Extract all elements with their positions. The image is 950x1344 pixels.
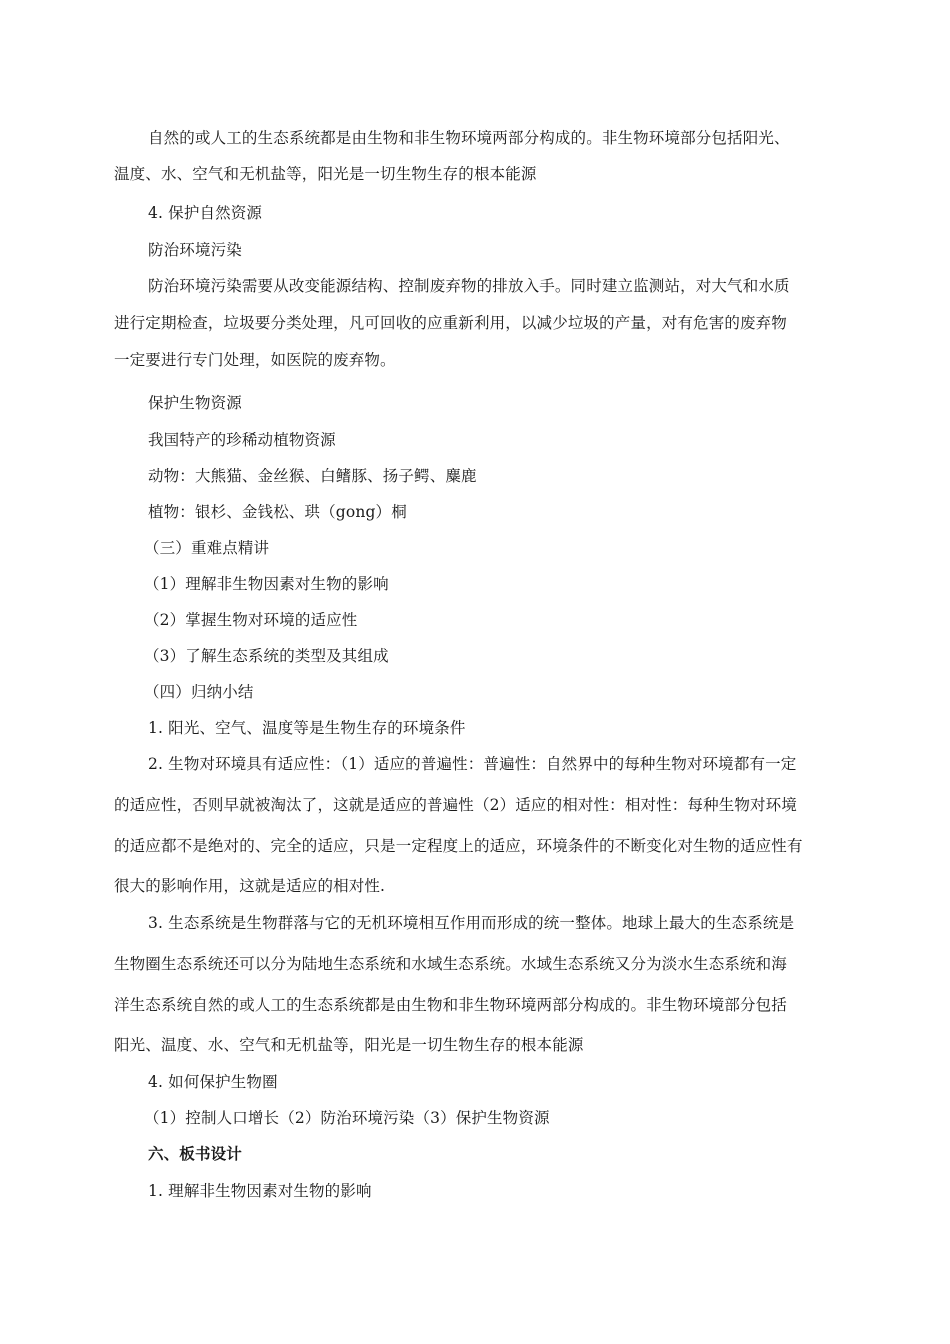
- list-item: 4. 如何保护生物圈: [148, 1073, 278, 1091]
- list-item: （1）控制人口增长（2）防治环境污染（3）保护生物资源: [144, 1109, 550, 1127]
- subheading: 防治环境污染: [148, 241, 242, 259]
- list-item: （3）了解生态系统的类型及其组成: [144, 647, 389, 665]
- paragraph-line: 很大的影响作用，这就是适应的相对性.: [114, 877, 386, 895]
- section-heading: 4. 保护自然资源: [148, 204, 263, 222]
- list-item: （1）理解非生物因素对生物的影响: [144, 575, 389, 593]
- paragraph-line: 生物圈生态系统还可以分为陆地生态系统和水域生态系统。水域生态系统又分为淡水生态系统和海: [114, 955, 787, 973]
- section-heading: 六、板书设计: [148, 1144, 242, 1163]
- list-item: 动物：大熊猫、金丝猴、白鳍豚、扬子鳄、麋鹿: [148, 467, 477, 485]
- paragraph-line: 洋生态系统自然的或人工的生态系统都是由生物和非生物环境两部分构成的。非生物环境部分包括: [114, 996, 787, 1014]
- paragraph-line: 自然的或人工的生态系统都是由生物和非生物环境两部分构成的。非生物环境部分包括阳光、: [148, 129, 790, 147]
- list-item: 1. 理解非生物因素对生物的影响: [148, 1182, 372, 1200]
- paragraph-line: 2. 生物对环境具有适应性：（1）适应的普遍性：普遍性：自然界中的每种生物对环境都有一定: [148, 755, 797, 773]
- subheading: 保护生物资源: [148, 394, 242, 412]
- paragraph-line: 3. 生态系统是生物群落与它的无机环境相互作用而形成的统一整体。地球上最大的生态系统是: [148, 914, 795, 932]
- section-heading: （三）重难点精讲: [144, 539, 270, 557]
- list-item: （2）掌握生物对环境的适应性: [144, 611, 358, 629]
- section-heading: （四）归纳小结: [144, 683, 254, 701]
- list-item: 1. 阳光、空气、温度等是生物生存的环境条件: [148, 719, 466, 737]
- paragraph-line: 阳光、温度、水、空气和无机盐等，阳光是一切生物生存的根本能源: [114, 1036, 584, 1054]
- paragraph-line: 我国特产的珍稀动植物资源: [148, 431, 336, 449]
- paragraph-line: 一定要进行专门处理，如医院的废弃物。: [114, 351, 396, 369]
- paragraph-line: 防治环境污染需要从改变能源结构、控制废弃物的排放入手。同时建立监测站，对大气和水质: [148, 277, 790, 295]
- paragraph-line: 进行定期检查，垃圾要分类处理，凡可回收的应重新利用，以减少垃圾的产量，对有危害的废弃物: [114, 314, 787, 332]
- list-item: 植物：银杉、金钱松、珙（gong）桐: [148, 503, 407, 521]
- paragraph-line: 的适应都不是绝对的、完全的适应，只是一定程度上的适应，环境条件的不断变化对生物的适应性有: [114, 837, 803, 855]
- paragraph-line: 的适应性，否则早就被淘汰了，这就是适应的普遍性（2）适应的相对性：相对性：每种生物对环境: [114, 796, 797, 814]
- paragraph-line: 温度、水、空气和无机盐等，阳光是一切生物生存的根本能源: [114, 165, 537, 183]
